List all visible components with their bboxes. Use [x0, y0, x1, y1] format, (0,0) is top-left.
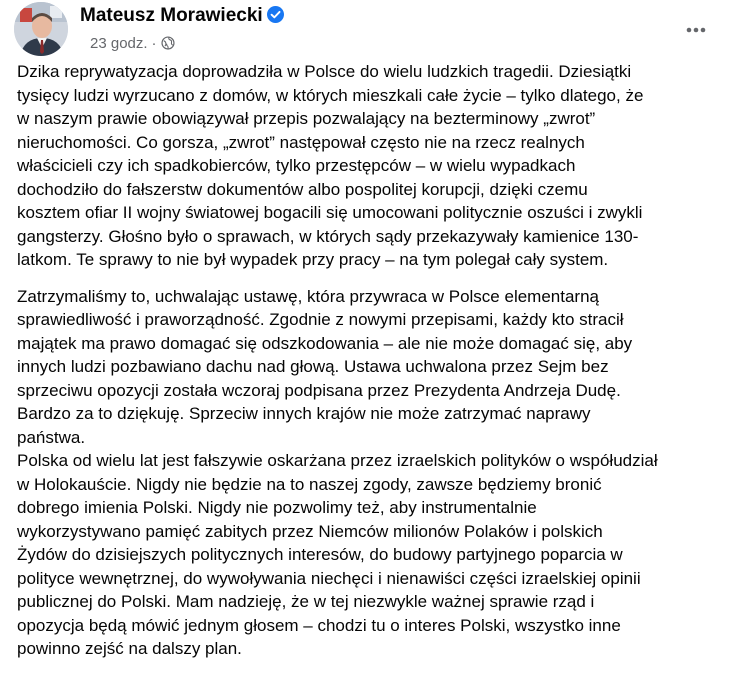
avatar-photo	[14, 2, 68, 56]
author-name[interactable]: Mateusz Morawiecki	[80, 5, 263, 26]
meta-separator: ·	[151, 35, 157, 52]
author-avatar[interactable]	[14, 2, 68, 56]
author-line	[80, 5, 284, 27]
verified-badge-icon	[267, 6, 284, 23]
post-paragraph-1: Dzika reprywatyzacja doprowadziła w Polsce do wielu ludzkich tragedii. Dziesiątki tysięcy ludzi wyrzucano z domów, w których mieszkali całe życie – tylko dlatego, że w naszym prawie obowiązywał przepis pozwalający na bezterminowy „zwrot” nieruchomości. Co gorsza, „zwrot” następował często nie na rzecz realnych właścicieli czy ich spadkobierców, tylko przestępców – w wielu wypadkach dochodziło do fałszerstw dokumentów albo pospolitej korupcji, dzięki czemu kosztem ofiar II wojny światowej bogacili się umocowani politycznie oszuści i zwykli gangsterzy. Głośno było o sprawach, w których sądy przekazywały kamienice 130- latkom. Te sprawy to nie był wypadek przy pracy – na tym polegał cały system.	[17, 62, 644, 269]
post-paragraph-2: Zatrzymaliśmy to, uchwalając ustawę, która przywraca w Polsce elementarną sprawiedliwość i praworządność. Zgodnie z nowymi przepisami, każdy kto stracił majątek ma prawo domagać się odszkodowania – ale nie może domagać się, aby innych ludzi pozbawiano dachu nad głową. Ustawa uchwalona przez Sejm bez sprzeciwu opozycji została wczoraj podpisana przez Prezydenta Andrzeja Dudę. Bardzo za to dziękuję. Sprzeciw innych krajów nie może zatrzymać naprawy państwa.	[17, 286, 633, 447]
more-options-button[interactable]	[678, 12, 714, 48]
post-timestamp[interactable]: 23 godz.	[90, 35, 148, 52]
post-paragraph-3: Polska od wielu lat jest fałszywie oskarżana przez izraelskich polityków o współudział w Holokauście. Nigdy nie będzie na to naszej zgody, zawsze będziemy bronić dobrego imienia Polski. Nigdy nie pozwolimy też, aby instrumentalnie wykorzystywano pamięć zabitych przez Niemców milionów Polaków i polskich Żydów do dzisiejszych politycznych interesów, do budowy partyjnego poparcia w polityce wewnętrznej, do wywoływania niechęci i nienawiści części izraelskiej opinii publicznej do Polski. Mam nadzieję, że w tej niezwykle ważnej sprawie rząd i opozycja będą mówić jednym głosem – chodzi tu o interes Polski, wszystko inne powinno zejść na dalszy plan.	[17, 451, 658, 658]
post-body	[17, 60, 713, 661]
globe-icon[interactable]	[161, 36, 175, 50]
more-options-icon	[686, 27, 706, 33]
post-header	[14, 2, 714, 58]
post-meta	[90, 35, 175, 52]
